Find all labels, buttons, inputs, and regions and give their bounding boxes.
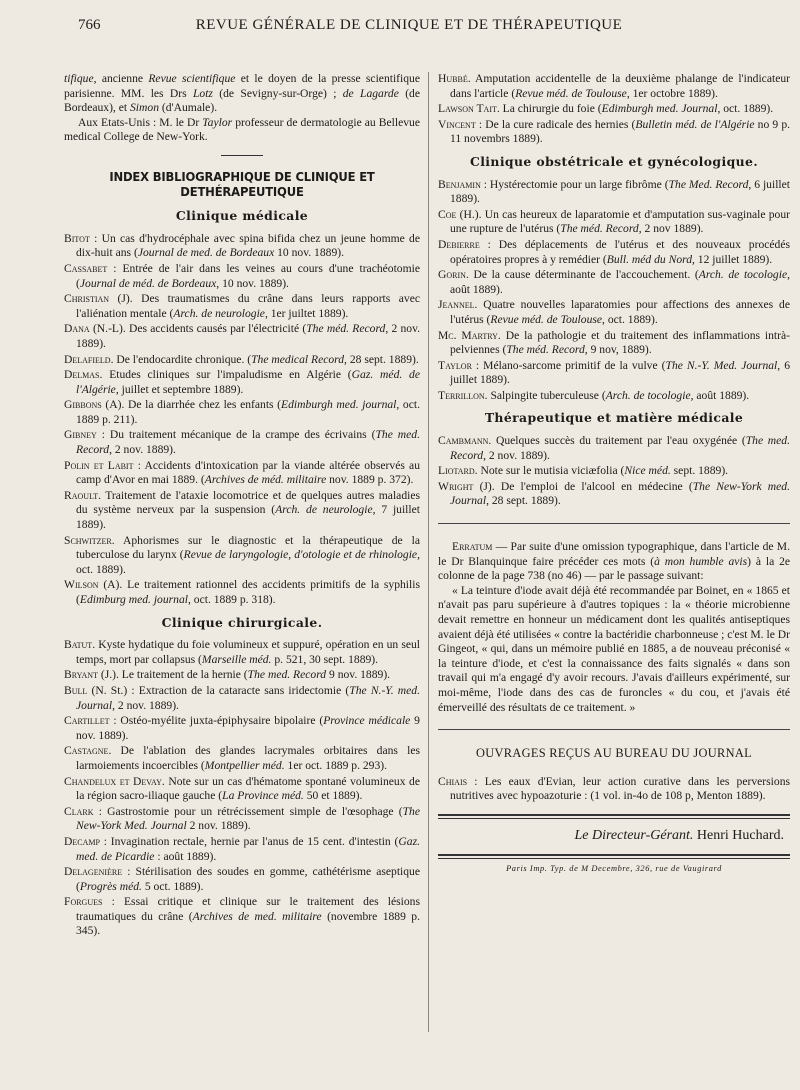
author-name: Christian (64, 292, 110, 306)
bibliography-entry (64, 775, 420, 804)
italic-text: Revue méd. de Toulouse (515, 86, 627, 100)
italic-text: Arch. de tocologie (605, 388, 691, 402)
author-name: Wright (438, 479, 474, 493)
section-heading: Clinique obstétricale et gynécologique. (469, 153, 759, 169)
column-divider (428, 72, 429, 1032)
italic-text: Arch. de tocologie (698, 268, 788, 282)
italic-text: The méd. Record (306, 322, 386, 336)
italic-text: The med. Record (450, 434, 790, 462)
body-text: (J). De l'emploi de l'alcool en médecine ( (473, 479, 693, 493)
body-text: , août 1889). (450, 268, 790, 296)
body-text: . Etudes cliniques sur l'impaludisme en Algérie ( (99, 368, 352, 382)
author-name: Bitot (64, 231, 90, 245)
body-text: , 2 nov. 1889). (112, 698, 179, 712)
body-text: 2 nov. 1889). (186, 819, 251, 833)
body-text: , oct. 1889 p. 211). (76, 398, 420, 426)
bibliography-entry (438, 389, 790, 404)
author-name: Cartillet (64, 714, 110, 728)
bibliography-entry (64, 578, 420, 607)
paragraph (438, 584, 790, 715)
italic-text: Revue de laryngologie, d'otologie et de rhinologie (183, 548, 418, 562)
author-name: Coe (438, 207, 457, 221)
body-text: . De l'ablation des glandes lacrymales orbitaires dans les larmoiements incoercibles ( (76, 744, 420, 772)
body-text: : Essai critique et clinique sur le traitement des lésions traumatiques du crâne ( (76, 895, 420, 923)
body-text: p. 521, 30 sept. 1889). (271, 652, 379, 666)
bibliography-entry (438, 434, 790, 463)
directeur-gerant (438, 829, 790, 844)
body-text: (N. St.) : Extraction de la cataracte sans iridectomie ( (87, 683, 350, 697)
section-divider (221, 155, 263, 156)
italic-text: Montpellier méd. (204, 758, 285, 772)
bibliography-entry (438, 464, 790, 479)
body-text: Aux Etats-Unis : M. le Dr (78, 115, 203, 129)
author-name: Forgues (64, 895, 103, 909)
ouvrages-list (438, 775, 790, 804)
body-text: et le doyen de la presse scientifique parisienne. MM. les Drs (64, 72, 421, 100)
author-name: Liotard (438, 464, 475, 478)
left-column (64, 72, 420, 940)
page-number: 766 (78, 17, 101, 33)
body-text: , 7 juillet 1889). (76, 503, 420, 532)
italic-text: à mon humble avis (654, 554, 748, 568)
body-text: nov. 1889 p. 372). (326, 473, 414, 487)
body-text: , oct. 1889). (76, 548, 420, 576)
index-title: INDEX BIBLIOGRAPHIQUE DE CLINIQUE ET DETHÉRAPEUTIQUE (109, 168, 375, 199)
body-text: . Quelques succès du traitement par l'eau oxygénée ( (488, 434, 746, 448)
italic-text: The New-York med. Journal (450, 479, 790, 508)
body-text: (N.-L). Des accidents causés par l'électricité ( (89, 322, 307, 336)
body-text: : Invagination rectale, hernie par l'anus de 15 cent. d'intestin ( (99, 834, 399, 848)
bibliography-entry (64, 684, 420, 713)
author-name: Gibbons (64, 398, 102, 412)
intro-text (64, 72, 420, 145)
italic-text: Nice méd. (624, 464, 671, 478)
bibliography-entry (64, 668, 420, 683)
italic-text: The N.-Y. Med. Journal (665, 358, 778, 372)
body-text: (A). De la diarrhée chez les enfants ( (101, 398, 282, 412)
author-name: Chandelux et Devay (64, 774, 162, 788)
body-text: ) à la 2e colonne de la page 738 (no 46) — par le passage suivant: (438, 554, 791, 583)
body-text: . Aphorismes sur le diagnostic et la thérapeutique de la tuberculose du larynx ( (76, 533, 420, 562)
italic-text: Arch. de neurologie (173, 306, 265, 320)
body-text: : Ostéo-myélite juxta-épiphysaire bipolaire ( (109, 714, 324, 728)
directeur-label: Le Directeur-Gérant. (574, 827, 694, 843)
bibliography-entry (64, 232, 420, 261)
body-text: : Les eaux d'Evian, leur action curative dans les perversions nutritives avec hypoazoturie : (1 vol. in-4o de 108 p, Menton 1889). (450, 774, 790, 803)
italic-text: The New-York Med. Journal (76, 804, 420, 833)
body-text: , 9 nov, 1889). (584, 343, 652, 357)
body-text: , 2 nov. 1889). (109, 443, 176, 457)
paragraph (64, 72, 420, 116)
footer-rule (438, 854, 790, 859)
author-name: Dana (64, 322, 90, 336)
italic-text: Province médicale (323, 714, 411, 728)
body-text: , 2 nov. 1889). (483, 448, 550, 462)
body-text: : Mélano-sarcome primitif de la vulve ( (471, 358, 666, 372)
italic-text: Gaz. méd. de l'Algérie (76, 368, 420, 396)
body-text: 9 nov. 1889). (326, 668, 391, 682)
italic-text: The N.-Y. med. Journal (76, 683, 420, 712)
body-text: . Traitement de l'ataxie locomotrice et de quelques autres maladies du système nerveux par la suspension ( (76, 488, 420, 517)
author-name: Taylor (438, 358, 472, 372)
italic-text: Edimburg med. journal (79, 593, 188, 606)
bibliography-entry (64, 428, 420, 457)
page-header (78, 18, 740, 38)
body-text: : Gastrostomie pour un rétrécissement simple de l'œsophage ( (93, 804, 403, 818)
body-text: , 6 juillet 1889). (450, 177, 790, 206)
author-name: Terrillon (438, 388, 485, 402)
body-text: : De la cure radicale des hernies ( (475, 117, 636, 131)
body-text: , 6 juillet 1889). (450, 358, 790, 387)
body-text: — Par suite d'une omission typographique, dans l'article de M. le Dr Blanquinque faire précéder ces mots ( (438, 540, 790, 568)
body-text: . La chirurgie du foie ( (496, 102, 602, 116)
author-name: Delagenière (64, 865, 123, 879)
body-text: (de Bordeaux), et (64, 86, 420, 115)
right-sections (438, 155, 790, 509)
section-heading: Clinique médicale (175, 208, 309, 224)
section-heading: Clinique chirurgicale. (161, 614, 323, 630)
body-text: . De la pathologie et du traitement des inflammations intrà-pelviennes ( (450, 328, 790, 357)
body-text: (J.). Le traitement de la hernie ( (97, 668, 248, 682)
body-text: (H.). Un cas heureux de laparatomie et d'amputation sus-vaginale pour une rupture de l'utérus ( (450, 207, 790, 236)
bibliography-entry (64, 534, 420, 578)
body-text: , 2 nov 1889). (638, 222, 704, 236)
italic-text: Journal de méd. de Bordeaux (79, 276, 217, 290)
author-name: Debierre (438, 237, 480, 251)
bibliography-entry (438, 329, 790, 358)
bibliography-entry (64, 865, 420, 894)
bibliography-entry (64, 489, 420, 533)
paragraph (64, 116, 420, 145)
author-name: Jeannel (438, 298, 475, 312)
erratum (438, 540, 790, 715)
author-name: Bull (64, 683, 88, 697)
body-text: sept. 1889). (670, 464, 729, 478)
body-text: : Accidents d'intoxication par la viande altérée observés au camp d'Avor en mai 1889. ( (76, 458, 420, 487)
author-name: Wilson (64, 578, 99, 592)
bibliography-entry (438, 178, 790, 207)
bibliography-entry (64, 805, 420, 834)
italic-text: The méd. Record (560, 222, 639, 236)
italic-text: Edimburgh med. Journal (601, 102, 718, 116)
bibliography-entry (64, 292, 420, 321)
italic-text: Simon (130, 101, 159, 115)
author-name: Chiais (438, 774, 468, 788)
italic-text: Archives de méd. militaire (204, 473, 327, 487)
author-name: Raoult (64, 488, 99, 502)
italic-text: The medical Record (251, 352, 345, 366)
italic-text: Revue méd. de Toulouse (490, 312, 603, 326)
body-text: , oct. 1889). (717, 102, 774, 116)
body-text: , 28 sept. 1889). (344, 352, 419, 366)
body-text: (novembre 1889 p. 345). (76, 909, 420, 938)
body-text: , 2 nov. 1889). (76, 322, 421, 350)
italic-text: Lotz (192, 86, 213, 100)
bibliography-entry (64, 353, 420, 368)
italic-text: tifique (64, 72, 94, 85)
author-name: Benjamin (438, 177, 481, 191)
body-text: 10 nov. 1889). (274, 246, 345, 260)
italic-text: The méd. Record (506, 343, 585, 357)
author-name: Polin et Labit (64, 458, 134, 472)
bibliography-entry (438, 480, 790, 509)
body-text: professeur de dermatologie au Bellevue medical College de New-York. (64, 115, 420, 144)
body-text: . De la cause déterminante de l'accouchement. ( (465, 268, 699, 282)
body-text: : Stérilisation des soudes en gomme, cathétérisme aseptique ( (76, 865, 420, 893)
author-name: Delmas (64, 368, 100, 382)
body-text: : Un cas d'hydrocéphale avec spina bifida chez un jeune homme de dix-huit ans ( (76, 231, 420, 260)
body-text: : Entrée de l'air dans les veines au cours d'une trachéotomie ( (76, 261, 420, 290)
author-name: Batut (64, 638, 93, 652)
body-text: , 10 nov. 1889). (216, 276, 289, 290)
author-name: Gorin (438, 268, 466, 282)
body-text: « La teinture d'iode avait déjà été recommandée par Boinet, en « 1865 et n'avait pas paru supérieure à d'autres topiques : la « théorie microbienne devait remettre en honneur un médicament dont les qualités antiseptiques avaient déjà été utilisées « contre la bactéridie charbonneuse ; c'est M. le Dr Gingeot, « qui, dans un mémoire publié en 1885, a de nouveau préconisé « la teinture d'iode, et c'est la connaissance des faits signalés « dans son travail qui m'a engagé d'y avoir recours. J'avais d'ailleurs expérimenté, sur moi-même, l'iode dans des cas de furoncles « du cou, et j'avais été émerveillé des résultats de ce traitement. » (438, 583, 790, 714)
body-text: , 12 juillet 1889). (692, 252, 773, 266)
italic-text: The med. Record (247, 668, 327, 682)
left-sections (64, 209, 420, 939)
author-name: Hubbé (438, 72, 468, 85)
body-text: . Note sur le mutisia viciæfolia ( (474, 464, 625, 478)
italic-text: Taylor (202, 115, 233, 129)
bibliography-entry (438, 208, 790, 237)
author-name: Schwitzer (64, 533, 112, 547)
section-heading: Thérapeutique et matière médicale (484, 410, 744, 426)
italic-text: The med. Record (76, 428, 421, 457)
body-text: . Quatre nouvelles laparatomies pour affections des annexes de l'utérus ( (450, 298, 790, 326)
body-text: , août 1889). (690, 388, 750, 402)
directeur-name: Henri Huchard. (696, 827, 784, 843)
body-text: , 1er octobre 1889). (626, 86, 718, 100)
author-name: Clark (64, 804, 94, 818)
author-name: Bryant (64, 668, 98, 682)
bibliography-entry (64, 398, 420, 427)
bibliography-entry (438, 775, 790, 804)
author-name: Cassabet (64, 261, 108, 275)
italic-text: Bull. méd du Nord (606, 252, 692, 266)
body-text: 50 et 1889). (303, 789, 363, 803)
author-name: Lawson Tait (438, 102, 497, 116)
body-text: : Hystérectomie pour un large fibrôme ( (480, 177, 669, 191)
bibliography-entry (438, 298, 790, 327)
bibliography-entry (438, 118, 790, 147)
italic-text: Marseille méd. (201, 652, 272, 666)
author-name: Vincent (438, 117, 476, 131)
body-text: , oct. 1889). (602, 312, 658, 326)
italic-text: Gaz. med. de Picardie (76, 834, 420, 863)
bibliography-entry (64, 895, 420, 939)
bibliography-entry (64, 744, 420, 773)
body-text: . Note sur un cas d'hématome spontané volumineux de la région sacro-iliaque gauche ( (76, 774, 420, 803)
bibliography-entry (438, 238, 790, 267)
ouvrages-title: OUVRAGES REÇUS AU BUREAU DU JOURNAL (476, 746, 752, 761)
bibliography-entry (438, 359, 790, 388)
body-text: . Salpingite tuberculeuse ( (484, 388, 606, 402)
italic-text: Journal de med. de Bordeaux (137, 246, 275, 260)
author-name: Decamp (64, 834, 100, 848)
italic-text: Archives de med. militaire (192, 909, 322, 923)
imprint: Paris Imp. Typ. de M Decembre, 326, rue de Vaugirard (506, 863, 722, 873)
body-text: : Des déplacements de l'utérus et des nouveaux procédés opératoires propres à y remédier ( (450, 237, 790, 266)
section-divider (438, 523, 790, 524)
bibliography-entry (64, 459, 420, 488)
body-text: (d'Aumale). (158, 101, 220, 115)
section-divider (438, 729, 790, 730)
italic-text: de Lagarde (342, 86, 399, 100)
bibliography-entry (438, 72, 790, 101)
italic-text: Bulletin méd. de l'Algérie (635, 117, 755, 131)
author-name: Gibney (64, 428, 97, 442)
body-text: (de Sevigny-sur-Orge) ; (212, 86, 343, 100)
bibliography-entry (64, 835, 420, 864)
continued-entries (438, 72, 790, 147)
author-name: Castagne (64, 744, 109, 758)
body-text: . De l'endocardite chronique. ( (110, 352, 252, 366)
body-text: . Kyste hydatique du foie volumineux et suppuré, opération en un seul temps, mort par collapsus ( (76, 638, 420, 666)
italic-text: Edimburgh med. journal (281, 398, 397, 412)
author-name: Cambmann (438, 434, 489, 448)
body-text: : août 1889). (154, 849, 217, 863)
author-name: Erratum (452, 540, 493, 554)
bibliography-entry (64, 714, 420, 743)
bibliography-entry (64, 368, 420, 397)
body-text: 5 oct. 1889). (141, 879, 204, 893)
bibliography-entry (64, 262, 420, 291)
italic-text: La Province méd. (222, 789, 304, 803)
italic-text: Arch. de neurologie (275, 503, 373, 517)
body-text: 9 nov. 1889). (76, 714, 420, 742)
body-text: (A). Le traitement rationnel des accidents primitifs de la syphilis ( (76, 578, 420, 606)
body-text: , 28 sept. 1889). (486, 494, 561, 508)
body-text: , juillet et septembre 1889). (115, 382, 244, 396)
bibliography-entry (438, 102, 790, 117)
right-column (438, 72, 790, 876)
body-text: , ancienne (93, 72, 149, 85)
body-text: . Amputation accidentelle de la deuxième phalange de l'indicateur dans l'article ( (450, 72, 790, 100)
italic-text: Progrès méd. (79, 879, 142, 893)
body-text: , oct. 1889 p. 318). (187, 593, 276, 606)
author-name: Mc. Martry (438, 328, 498, 342)
italic-text: Revue scientifique (148, 72, 236, 85)
running-title: REVUE GÉNÉRALE DE CLINIQUE ET DE THÉRAPEUTIQUE (195, 17, 623, 33)
paragraph (438, 540, 790, 584)
italic-text: The Med. Record (668, 177, 749, 191)
bibliography-entry (64, 322, 420, 351)
body-text: (J). Des traumatismes du crâne dans leurs rapports avec l'aliénation mentale ( (76, 292, 420, 320)
bibliography-entry (64, 638, 420, 667)
body-text: 1er oct. 1889 p. 293). (284, 758, 388, 772)
body-text: no 9 p. 11 novembrs 1889). (450, 117, 791, 146)
author-name: Delafield (64, 352, 111, 366)
bibliography-entry (438, 268, 790, 297)
footer-rule (438, 814, 790, 819)
body-text: : Du traitement mécanique de la crampe des écrivains ( (96, 428, 376, 442)
body-text: , 1er juiltet 1889). (264, 306, 349, 320)
